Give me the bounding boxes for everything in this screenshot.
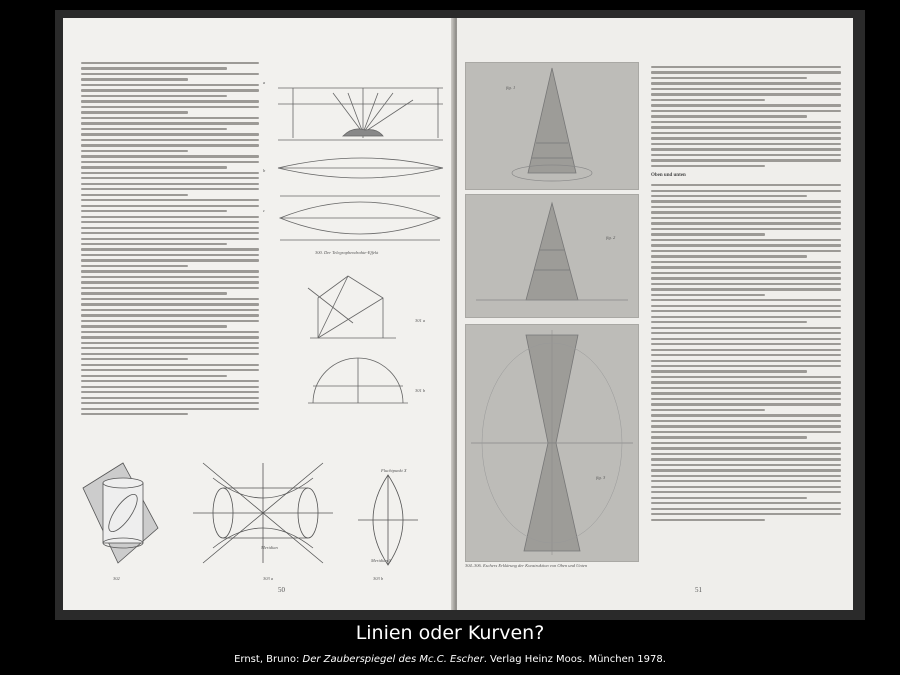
label-a: a: [263, 80, 266, 85]
credit-book: Der Zauberspiegel des Mc.C. Escher: [302, 654, 484, 665]
telegraph-wire-diagram: [273, 78, 448, 188]
cylinder-diagram-302: [83, 458, 163, 568]
perspective-cylinder-303a: [193, 458, 333, 568]
slide-title: Linien oder Kurven?: [355, 622, 545, 644]
sketch-label-3: fig. 3: [596, 475, 606, 480]
sketch-label-1: fig. 1: [506, 85, 516, 90]
label-303b: 303 b: [373, 576, 384, 581]
meridian-lens-303b: [353, 473, 423, 568]
page-number-right: 51: [695, 586, 702, 594]
label-301b: 301 b: [415, 388, 426, 393]
label-302: 302: [113, 576, 120, 581]
left-page: [63, 18, 455, 610]
label-fluchtpunkt: Fluchtpunkt X: [381, 468, 407, 473]
polygon-diagram-301a: [308, 268, 398, 343]
label-303a: 303 a: [263, 576, 274, 581]
semicircle-diagram-301b: [308, 348, 408, 408]
lens-diagram-300: [278, 188, 443, 248]
label-meridian-right: Meridian S: [371, 558, 392, 563]
escher-sketch-1: [465, 62, 639, 190]
left-page-text-column: [81, 62, 259, 418]
sketch-label-2: fig. 2: [606, 235, 616, 240]
caption-fig-300: 300. Der Telegraphendrahte-Effekt: [315, 250, 379, 255]
slide-credit: [0, 654, 900, 665]
label-meridian-left: Meridian: [261, 545, 278, 550]
open-book: [55, 10, 865, 620]
right-page: [457, 18, 853, 610]
label-b: b: [263, 168, 266, 173]
label-c: c: [263, 208, 265, 213]
escher-sketch-2: [465, 194, 639, 318]
credit-author: Ernst, Bruno:: [234, 654, 303, 665]
credit-publisher: . Verlag Heinz Moos. München 1978.: [483, 654, 666, 665]
escher-sketch-3: [465, 324, 639, 562]
page-number-left: 50: [278, 586, 285, 594]
label-301a: 301 a: [415, 318, 426, 323]
section-heading: Oben und unten: [651, 173, 686, 179]
caption-fig-304-306: 304–306. Eschers Erklärung der Konstruktion von Oben und Unten: [465, 563, 588, 568]
right-page-text-column: [651, 66, 841, 524]
